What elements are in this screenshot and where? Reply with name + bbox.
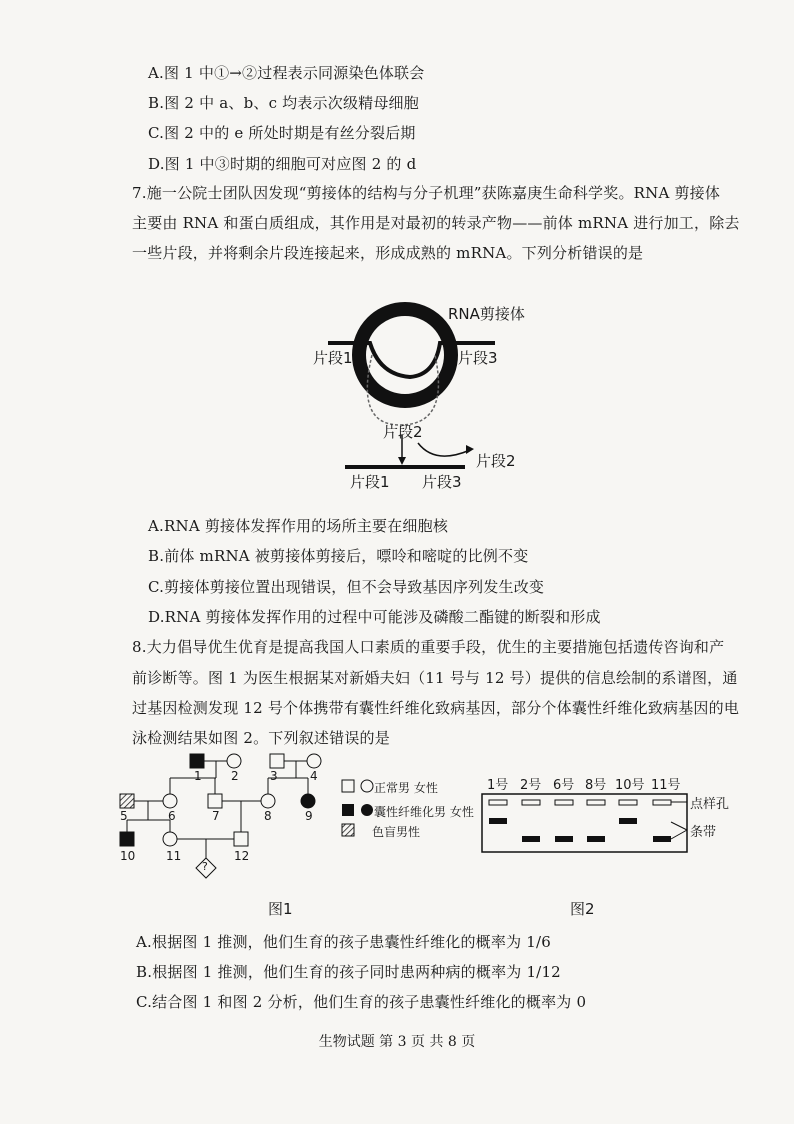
gel-frame [482, 794, 687, 852]
label-11: 11 [166, 849, 182, 863]
well-8 [587, 800, 605, 805]
individual-2 [227, 754, 241, 768]
q8-stem-line-1: 8.大力倡导优生优育是提高我国人口素质的重要手段，优生的主要措施包括遗传咨询和产 [132, 638, 725, 656]
q8-option-b: B.根据图 1 推测，他们生育的孩子同时患两种病的概率为 1/12 [136, 963, 561, 981]
figure1-caption: 图1 [268, 900, 293, 918]
legend-cf-male-icon [342, 804, 354, 816]
band-lane-10 [619, 818, 637, 824]
individual-12 [234, 832, 248, 846]
q6-option-b: B.图 2 中 a、b、c 均表示次级精母细胞 [148, 94, 419, 112]
label-4: 4 [310, 769, 318, 783]
individual-9 [301, 794, 315, 808]
band-lane-1 [489, 818, 507, 824]
bands-label: 条带 [690, 825, 717, 840]
q7-option-b: B.前体 mRNA 被剪接体剪接后，嘌呤和嘧啶的比例不变 [148, 547, 529, 565]
gel-lane-2: 2号 [520, 778, 542, 793]
q8-stem-line-2: 前诊断等。图 1 为医生根据某对新婚夫妇（11 号与 12 号）提供的信息绘制的系谱图，通 [132, 669, 738, 687]
bands-pointer-line-upper [671, 822, 687, 830]
segment2-removed-label: 片段2 [476, 452, 516, 470]
q8-option-c: C.结合图 1 和图 2 分析，他们生育的孩子患囊性纤维化的概率为 0 [136, 993, 587, 1011]
label-5: 5 [120, 809, 128, 823]
gel-electrophoresis [480, 792, 695, 857]
q7-option-d: D.RNA 剪接体发挥作用的过程中可能涉及磷酸二酯键的断裂和形成 [148, 608, 601, 626]
label-2: 2 [231, 769, 239, 783]
individual-6 [163, 794, 177, 808]
label-unknown-child: ? [202, 860, 208, 873]
label-1: 1 [194, 769, 202, 783]
legend-normal-male-icon [342, 780, 354, 792]
label-3: 3 [270, 769, 278, 783]
well-1 [489, 800, 507, 805]
individual-7 [208, 794, 222, 808]
q7-stem-line-2: 主要由 RNA 和蛋白质组成，其作用是对最初的转录产物——前体 mRNA 进行加工，除去 [132, 214, 740, 232]
individual-11 [163, 832, 177, 846]
q6-option-c: C.图 2 中的 e 所处时期是有丝分裂后期 [148, 124, 416, 142]
band-lane-2 [522, 836, 540, 842]
label-8: 8 [264, 809, 272, 823]
page-footer: 生物试题 第 3 页 共 8 页 [318, 1034, 476, 1050]
q6-option-d: D.图 1 中③时期的细胞可对应图 2 的 d [148, 155, 417, 173]
segment2-label: 片段2 [383, 423, 423, 441]
segment1-label: 片段1 [313, 349, 353, 367]
q7-option-c: C.剪接体剪接位置出现错误，但不会导致基因序列发生改变 [148, 578, 545, 596]
gel-lane-11: 11号 [651, 778, 681, 793]
well-10 [619, 800, 637, 805]
individual-5 [120, 794, 134, 808]
spliceosome-label: RNA剪接体 [448, 305, 525, 323]
mature-segment1-label: 片段1 [350, 473, 390, 491]
legend-cf-female-icon [361, 804, 373, 816]
legend-normal-label: 正常男 女性 [374, 781, 438, 795]
gel-lane-1: 1号 [487, 778, 509, 793]
label-6: 6 [168, 809, 176, 823]
wells-label: 点样孔 [690, 797, 730, 812]
segment3-label: 片段3 [458, 349, 498, 367]
legend-colorblind-label: 色盲男性 [372, 825, 421, 839]
individual-3 [270, 754, 284, 768]
curved-arrowhead-icon [466, 445, 474, 454]
label-12: 12 [234, 849, 250, 863]
legend-cf-label: 囊性纤维化男 女性 [374, 805, 474, 819]
individual-4 [307, 754, 321, 768]
band-lane-6 [555, 836, 573, 842]
q7-stem-line-3: 一些片段，并将剩余片段连接起来，形成成熟的 mRNA。下列分析错误的是 [132, 244, 644, 262]
well-11 [653, 800, 671, 805]
individual-1 [190, 754, 204, 768]
gel-lane-8: 8号 [585, 778, 607, 793]
individual-8 [261, 794, 275, 808]
gel-bands [489, 818, 671, 842]
label-10: 10 [120, 849, 136, 863]
q8-stem-line-3: 过基因检测发现 12 号个体携带有囊性纤维化致病基因，部分个体囊性纤维化致病基因的电 [132, 699, 740, 717]
curved-arrow-icon [418, 443, 470, 456]
q8-option-a: A.根据图 1 推测，他们生育的孩子患囊性纤维化的概率为 1/6 [136, 933, 551, 951]
q8-stem-line-4: 泳检测结果如图 2。下列叙述错误的是 [132, 729, 390, 747]
label-9: 9 [305, 809, 313, 823]
gel-lane-6: 6号 [553, 778, 575, 793]
individual-10 [120, 832, 134, 846]
arrowhead-icon [398, 457, 406, 465]
q6-option-a: A.图 1 中①→②过程表示同源染色体联会 [148, 64, 425, 82]
band-lane-11 [653, 836, 671, 842]
label-7: 7 [212, 809, 220, 823]
figure2-caption: 图2 [570, 900, 595, 918]
spliceosome-figure [300, 295, 560, 495]
bands-pointer-line-lower [671, 830, 687, 839]
band-lane-8 [587, 836, 605, 842]
well-6 [555, 800, 573, 805]
mature-segment3-label: 片段3 [422, 473, 462, 491]
q7-stem-line-1: 7.施一公院士团队因发现“剪接体的结构与分子机理”获陈嘉庚生命科学奖。RNA 剪接体 [132, 184, 721, 202]
gel-wells [489, 800, 671, 805]
q7-option-a: A.RNA 剪接体发挥作用的场所主要在细胞核 [148, 517, 449, 535]
legend-colorblind-male-icon [342, 824, 354, 836]
well-2 [522, 800, 540, 805]
legend-normal-female-icon [361, 780, 373, 792]
gel-lane-10: 10号 [615, 778, 645, 793]
